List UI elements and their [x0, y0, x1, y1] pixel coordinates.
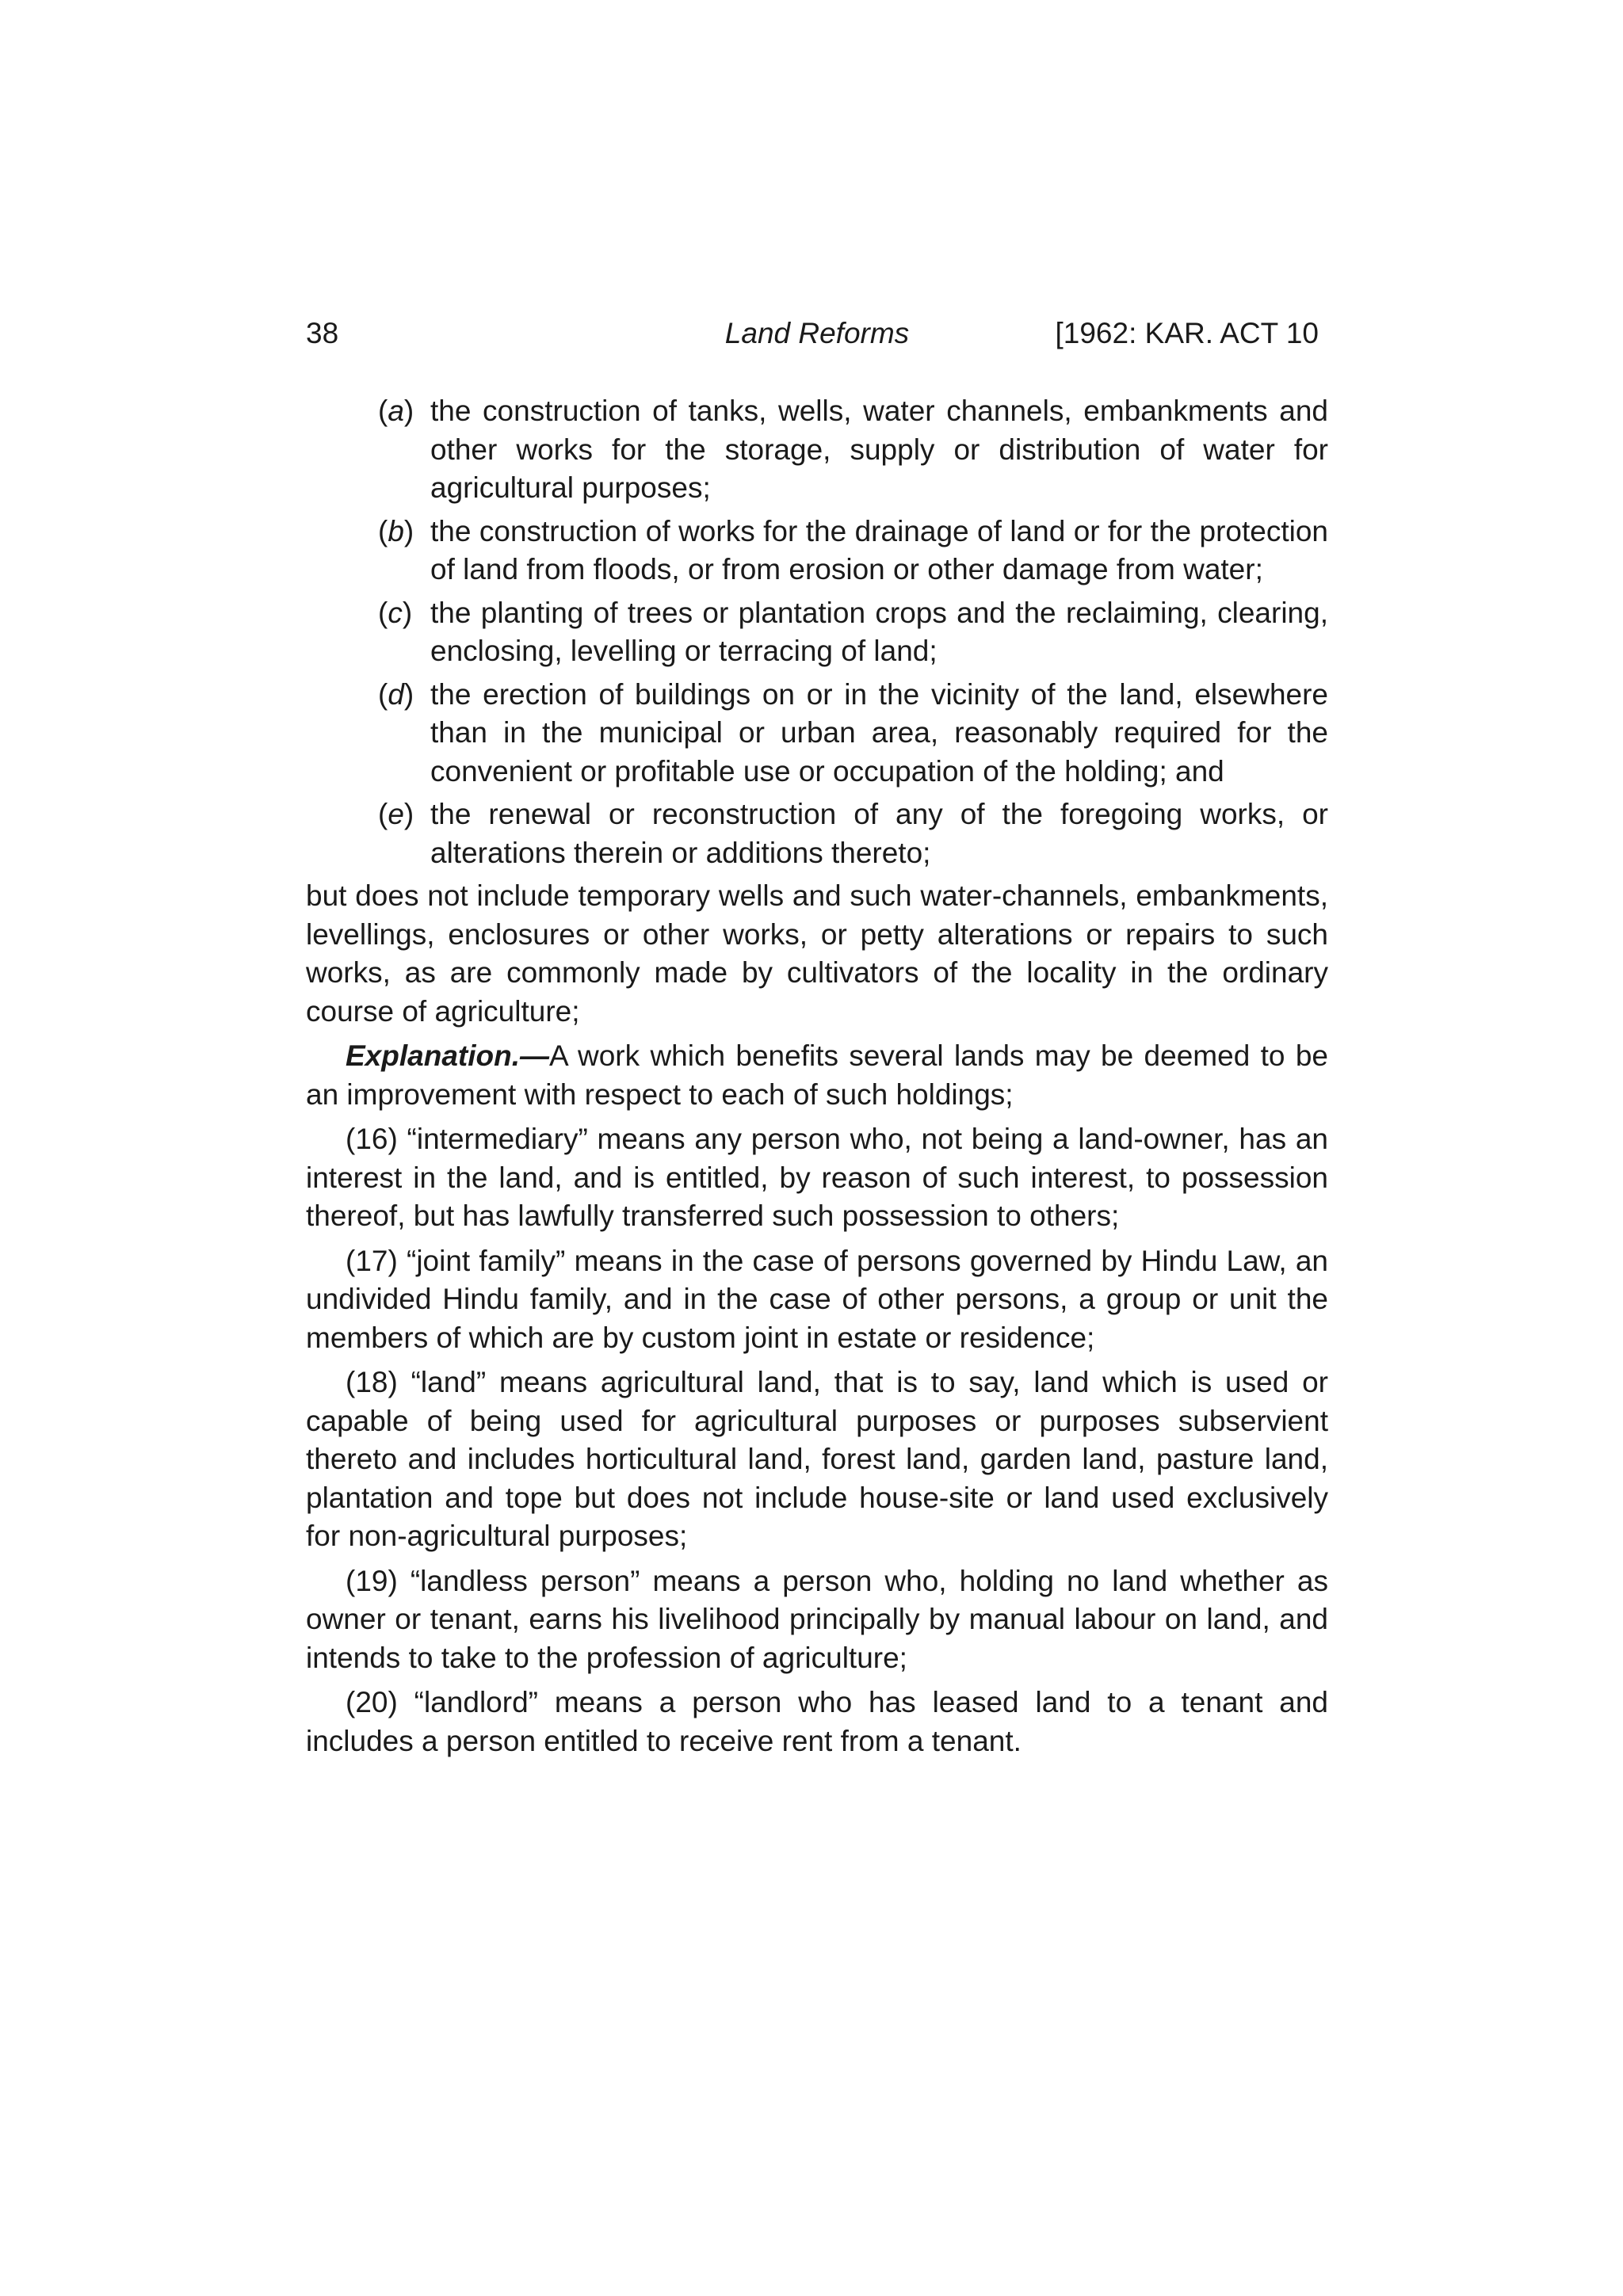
clause-e [306, 795, 1328, 872]
explanation-text: A work which benefits several lands may be deemed to be an improvement with respect to each of such holdings; [306, 1039, 1328, 1111]
definition-17: (17) “joint family” means in the case of persons governed by Hindu Law, an undivided Hindu family, and in the case of other persons, a group or unit the members of which are by custom joint in estate or residence; [306, 1244, 1328, 1354]
page-number: 38 [306, 317, 339, 349]
clause-a [306, 392, 1328, 508]
clause-label: (d) [378, 677, 414, 711]
explanation-label: Explanation.— [346, 1039, 549, 1072]
clause-text: the planting of trees or plantation crops and the reclaiming, clearing, enclosing, levelling or terracing of land; [430, 596, 1328, 667]
running-title: Land Reforms [724, 317, 910, 349]
clause-d [306, 676, 1328, 791]
explanation-paragraph [306, 1037, 1328, 1114]
clause-label: (e) [378, 798, 414, 830]
definition-19: (19) “landless person” means a person who, holding no land whether as owner or tenant, earns his livelihood principally by manual labour on land, and intends to take to the profession of agriculture; [306, 1564, 1328, 1674]
clause-b [306, 513, 1328, 589]
clause-text: the construction of works for the drainage of land or for the protection of land from floods, or from erosion or other damage from water; [430, 514, 1328, 585]
act-reference: [1962: KAR. ACT 10 [1055, 317, 1319, 349]
page-body [306, 392, 1328, 1767]
clause-label: (a) [378, 395, 414, 427]
definition-18: (18) “land” means agricultural land, that is to say, land which is used or capable of being used for agricultural purposes or purposes subservient thereto and includes horticultural land, forest land, garden land, pasture land, plantation and tope but does not include house-site or land used exclusively for non-agricultural purposes; [306, 1366, 1328, 1552]
definition-16: (16) “intermediary” means any person who, not being a land-owner, has an interest in the land, and is entitled, by reason of such interest, to possession thereof, but has lawfully transferred such possession to others; [306, 1123, 1328, 1232]
clause-text: the erection of buildings on or in the vicinity of the land, elsewhere than in the municipal or urban area, reasonably required for the convenient or profitable use or occupation of the holding; and [430, 677, 1328, 788]
page-header [306, 315, 1328, 352]
clause-text: the construction of tanks, wells, water channels, embankments and other works for the storage, supply or distribution of water for agricultural purposes; [430, 395, 1328, 504]
clause-label: (b) [378, 514, 414, 547]
exclusion-paragraph: but does not include temporary wells and such water-channels, embankments, levellings, enclosures or other works, or petty alterations or repairs to such works, as are commonly made by cultivators of the locality in the ordinary course of agriculture; [306, 879, 1328, 1028]
clause-label: (c) [378, 596, 413, 629]
clause-text: the renewal or reconstruction of any of the foregoing works, or alterations therein or additions thereto; [430, 798, 1328, 869]
definition-20: (20) “landlord” means a person who has leased land to a tenant and includes a person entitled to receive rent from a tenant. [306, 1686, 1328, 1757]
clause-c [306, 594, 1328, 671]
